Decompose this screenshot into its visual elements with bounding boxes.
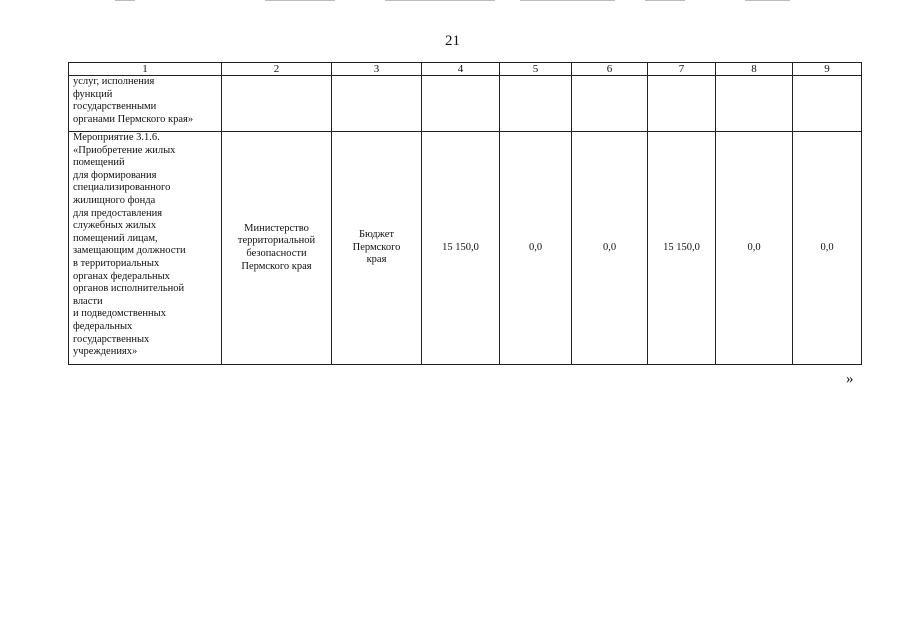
value-cell-6: 0,0 [572,132,648,365]
responsible-cell: Министерство территориальной безопасности Пермского края [222,132,332,365]
header-col-4: 4 [422,63,500,76]
value-cell-5 [500,76,572,132]
header-col-2: 2 [222,63,332,76]
value-cell-7 [648,76,716,132]
header-col-5: 5 [500,63,572,76]
header-col-1: 1 [69,63,222,76]
responsible-cell [222,76,332,132]
funding-source-cell: Бюджет Пермского края [332,132,422,365]
header-col-8: 8 [716,63,793,76]
page-number: 21 [445,33,460,49]
table-row [69,76,862,132]
table-row [69,132,862,365]
value-cell-8: 0,0 [716,132,793,365]
scan-edge-mark [645,0,685,1]
value-cell-9: 0,0 [793,132,862,365]
scan-edge-mark [265,0,335,1]
value-cell-9 [793,76,862,132]
value-cell-6 [572,76,648,132]
scan-edge-mark [115,0,135,1]
value-cell-7: 15 150,0 [648,132,716,365]
header-col-7: 7 [648,63,716,76]
value-cell-5: 0,0 [500,132,572,365]
value-cell-8 [716,76,793,132]
funding-source-cell [332,76,422,132]
activity-name-cell: Мероприятие 3.1.6. «Приобретение жилых помещений для формирования специализированного жилищного фонда для предоставления служебных жилых помещений лицам, замещающим должности в территориальных органах федеральных органов исполнительной власти и подведомственных федеральных государственных учреждениях» [69,132,222,365]
scan-edge-mark [520,0,615,1]
closing-quote-mark: » [846,371,854,387]
value-cell-4: 15 150,0 [422,132,500,365]
header-row [69,63,862,76]
header-col-6: 6 [572,63,648,76]
header-col-3: 3 [332,63,422,76]
value-cell-4 [422,76,500,132]
scan-edge-mark [745,0,790,1]
header-col-9: 9 [793,63,862,76]
activities-table [68,62,862,365]
scan-edge-mark [385,0,495,1]
activity-name-cell: услуг, исполнения функций государственными органами Пермского края» [69,76,222,132]
